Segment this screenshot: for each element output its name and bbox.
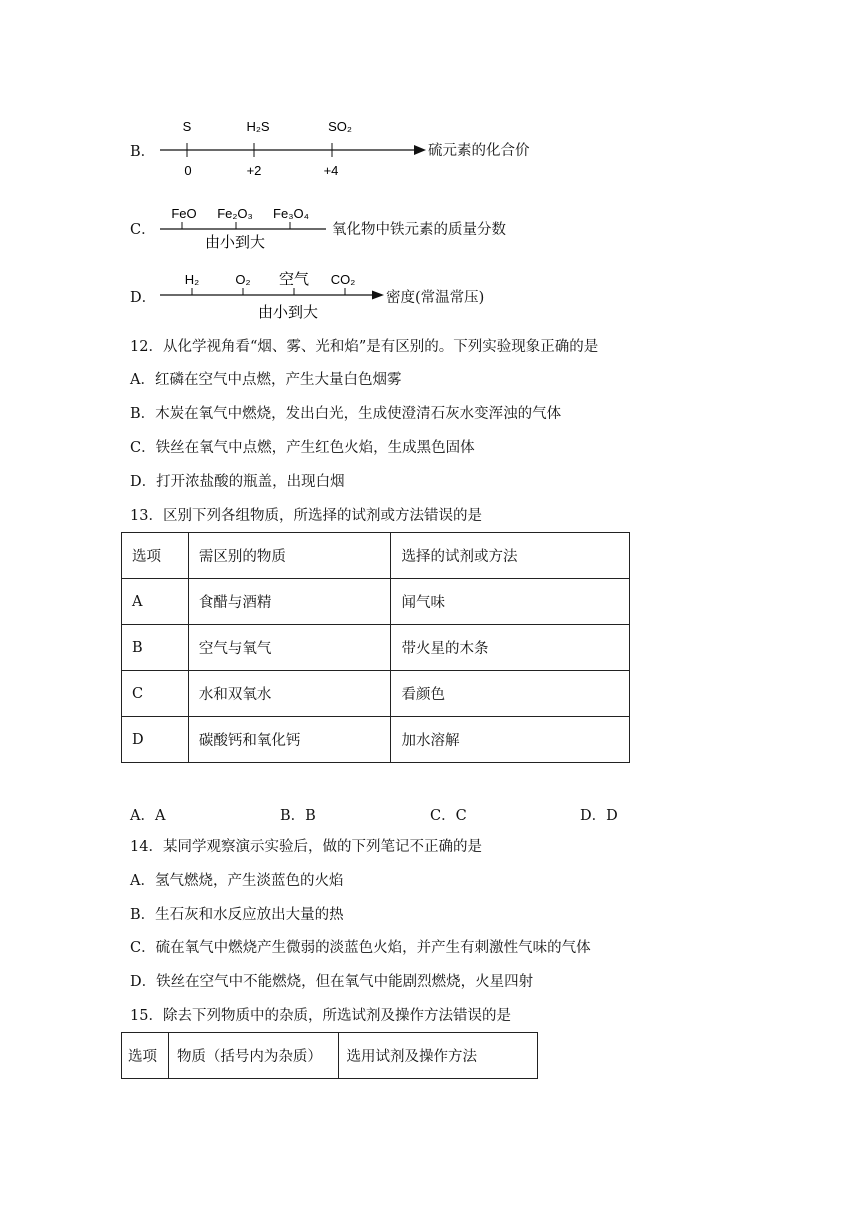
value-label: 0 xyxy=(184,163,192,178)
question-14-option-d: D．铁丝在空气中不能燃烧，但在氧气中能剧烈燃烧，火星四射 xyxy=(130,974,534,990)
option-d-label: D． xyxy=(130,290,157,306)
species-label: FeO xyxy=(171,206,197,221)
table-row xyxy=(122,625,630,671)
question-15-stem: 15．除去下列物质中的杂质，所选试剂及操作方法错误的是 xyxy=(130,1008,511,1024)
question-12-stem: 12．从化学视角看“烟、雾、光和焰”是有区别的。下列实验现象正确的是 xyxy=(130,339,599,355)
table-header-cell: 选择的试剂或方法 xyxy=(391,533,630,579)
table-header-cell: 选项 xyxy=(122,1033,169,1079)
option-c-label: C． xyxy=(130,222,156,238)
question-12-option-a: A．红磷在空气中点燃，产生大量白色烟雾 xyxy=(130,372,402,388)
table-header-row xyxy=(122,1033,538,1079)
question-12-option-d: D．打开浓盐酸的瓶盖，出现白烟 xyxy=(130,474,345,490)
question-14-stem: 14．某同学观察演示实验后，做的下列笔记不正确的是 xyxy=(130,839,482,855)
option-d-numberline xyxy=(150,266,390,326)
question-13-stem: 13．区别下列各组物质，所选择的试剂或方法错误的是 xyxy=(130,508,482,524)
question-14-option-b: B．生石灰和水反应放出大量的热 xyxy=(130,907,344,923)
question-12-option-c: C．铁丝在氧气中点燃，产生红色火焰，生成黑色固体 xyxy=(130,440,475,456)
table-cell: 空气与氧气 xyxy=(188,625,391,671)
option-c-numberline xyxy=(150,198,330,258)
species-label: H₂ xyxy=(184,272,200,287)
option-d-axis-label: 密度(常温常压) xyxy=(386,290,485,306)
species-label: Fe₂O₃ xyxy=(217,206,253,221)
table-cell: 食醋与酒精 xyxy=(188,579,391,625)
question-14-option-a: A．氢气燃烧，产生淡蓝色的火焰 xyxy=(130,873,344,889)
question-13-answer-b: B．B xyxy=(280,808,316,824)
table-header-cell: 需区别的物质 xyxy=(188,533,391,579)
species-label: 空气 xyxy=(278,271,310,288)
table-cell: 带火星的木条 xyxy=(391,625,630,671)
table-row xyxy=(122,579,630,625)
question-12-option-b: B．木炭在氧气中燃烧，发出白光，生成使澄清石灰水变浑浊的气体 xyxy=(130,406,562,422)
question-13-answer-d: D．D xyxy=(580,808,618,824)
species-label: O₂ xyxy=(235,272,251,287)
table-cell: B xyxy=(122,625,189,671)
species-label: H₂S xyxy=(246,119,270,134)
table-cell: A xyxy=(122,579,189,625)
table-cell: 水和双氧水 xyxy=(188,671,391,717)
table-cell: 碳酸钙和氧化钙 xyxy=(188,717,391,763)
question-15-table xyxy=(121,1032,538,1079)
table-header-row xyxy=(122,533,630,579)
table-cell: 加水溶解 xyxy=(391,717,630,763)
table-cell: 闻气味 xyxy=(391,579,630,625)
value-label: +4 xyxy=(323,163,339,178)
table-cell: D xyxy=(122,717,189,763)
order-label: 由小到大 xyxy=(204,234,266,251)
species-label: Fe₃O₄ xyxy=(273,206,309,221)
option-b-label: B． xyxy=(130,144,156,160)
question-13-answer-c: C．C xyxy=(430,808,467,824)
axis-arrow xyxy=(372,291,384,300)
species-label: S xyxy=(182,119,192,134)
table-row xyxy=(122,717,630,763)
table-row xyxy=(122,671,630,717)
species-label: CO₂ xyxy=(330,272,356,287)
axis-arrow xyxy=(414,145,426,155)
table-header-cell: 物质（括号内为杂质） xyxy=(168,1033,338,1079)
order-label: 由小到大 xyxy=(257,304,319,321)
question-14-option-c: C．硫在氧气中燃烧产生微弱的淡蓝色火焰，并产生有刺激性气味的气体 xyxy=(130,940,591,956)
species-label: SO₂ xyxy=(328,119,352,134)
table-header-cell: 选用试剂及操作方法 xyxy=(338,1033,537,1079)
table-header-cell: 选项 xyxy=(122,533,189,579)
value-label: +2 xyxy=(246,163,262,178)
question-13-answer-a: A．A xyxy=(130,808,166,824)
option-b-axis-label: 硫元素的化合价 xyxy=(428,143,530,159)
option-c-axis-label: 氧化物中铁元素的质量分数 xyxy=(332,222,506,238)
question-13-table xyxy=(121,532,630,763)
table-cell: 看颜色 xyxy=(391,671,630,717)
table-cell: C xyxy=(122,671,189,717)
